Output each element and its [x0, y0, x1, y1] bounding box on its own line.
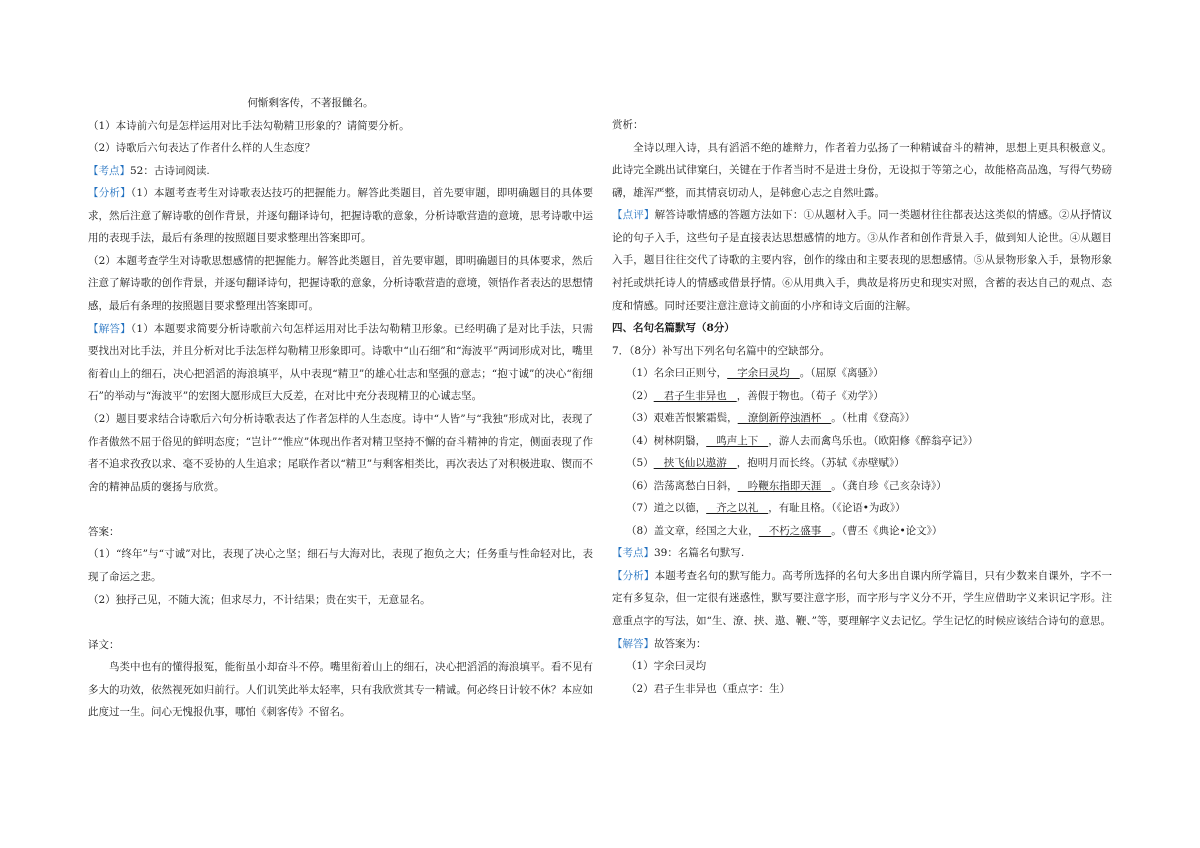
fill-item — [612, 407, 1112, 430]
fill-prefix: （7）道之以德， — [626, 502, 707, 515]
fill-suffix: ，抱明月而长终。（苏轼《赤壁赋》） — [736, 457, 905, 470]
fill-item — [612, 520, 1112, 543]
jieda-right — [612, 633, 1112, 656]
fill-answer-blank: 吟鞭东指即天涯 — [737, 479, 832, 492]
jieda-tag: 【解答】 — [88, 322, 131, 335]
fill-answer-blank: 潦倒新停浊酒杯 — [737, 412, 832, 425]
poem-last-line: 何惭剩客传，不著报雠名。 — [247, 97, 374, 109]
answer-line-2: （2）君子生非异也（重点字：生） — [626, 682, 791, 695]
fill-suffix: ，善假于物也。（荀子《劝学》） — [736, 389, 884, 402]
answer-2: （2）独抒己见，不随大流；但求尽力，不计结果；贵在实干，无意显名。 — [88, 593, 431, 606]
fill-prefix: （4）树林阴翳， — [626, 434, 707, 447]
yiwen-label: 译文： — [88, 638, 120, 651]
fill-answer-blank: 挟飞仙以遨游 — [653, 457, 737, 470]
fill-prefix: （1）名余曰正则兮， — [626, 367, 728, 380]
fenxi-tag-right: 【分析】 — [612, 569, 655, 582]
shangxi-text: 全诗以理入诗，具有滔滔不绝的雄辩力，作者着力弘扬了一种精诚奋斗的精神，思想上更具积极意义。此诗完全跳出试律窠臼，关键在于作者当时不是进士身份，无设拟于等第之心，故能格高品逸，写得气势磅礴，雄浑严整，而其情哀切动人，是韩愈心志之自然吐露。 — [612, 141, 1112, 199]
fill-item — [612, 362, 1112, 385]
kaodian-tag-right: 【考点】 — [612, 547, 654, 560]
fill-item — [612, 475, 1112, 498]
fill-answer-blank: 君子生非异也 — [653, 389, 737, 402]
jieda-paragraph-2: （2）题目要求结合诗歌后六句分析诗歌表达了作者怎样的人生态度。诗中“人皆”与“我独”形成对比，表现了作者傲然不屈于俗见的鲜明态度；“岂计”“惟应”体现出作者对精卫坚持不懈的奋斗精神的肯定，侧面表现了作者不追求孜孜以求、毫不妥协的人生追求；尾联作者以“精卫”与剩客相类比，再次表达了对积极进取、锲而不舍的精神品质的褒扬与欣赏。 — [88, 412, 593, 493]
fill-blank-list — [612, 362, 1112, 542]
question-7: 7．（8分）补写出下列名句名篇中的空缺部分。 — [612, 344, 831, 357]
fill-suffix: ，有耻且格。（《论语•为政》） — [768, 502, 906, 515]
fill-suffix: 。（屈原《离骚》） — [799, 367, 884, 380]
kaodian-text: 52：古诗词阅读. — [130, 164, 210, 177]
fill-suffix: 。（曹丕《典论•论文》） — [831, 524, 943, 537]
fenxi-text-1: （1）本题考查考生对诗歌表达技巧的把握能力。解答此类题目，首先要审题，即明确题目的具体要求，然后注意了解诗歌的创作背景，并逐句翻译诗句，把握诗歌的意象，分析诗歌营造的意境，思考诗歌中运用的表现手法，最后有条理的按照题目要求整理出答案即可。 — [88, 187, 593, 245]
kaodian — [88, 160, 593, 183]
fill-answer-blank: 不朽之盛事 — [758, 524, 832, 537]
answer-label: 答案： — [88, 525, 120, 538]
fill-answer-blank: 齐之以礼 — [706, 502, 769, 515]
fill-item — [612, 385, 1112, 408]
dianping — [612, 204, 1112, 317]
right-column — [612, 114, 1112, 700]
fill-prefix: （3）艰难苦恨繁霜鬓， — [626, 412, 738, 425]
answer-line-1: （1）字余曰灵均 — [626, 660, 707, 673]
section-title: 四、名句名篇默写（8分） — [612, 322, 735, 335]
fill-prefix: （2） — [626, 389, 654, 402]
fill-item — [612, 497, 1112, 520]
kaodian-text-right: 39：名篇名句默写. — [654, 547, 745, 560]
kaodian-right — [612, 542, 1112, 565]
fill-item — [612, 452, 1112, 475]
fill-suffix: ，游人去而禽鸟乐也。（欧阳修《醉翁亭记》） — [768, 434, 979, 447]
question-1: （1）本诗前六句是怎样运用对比手法勾勒精卫形象的？请简要分析。 — [88, 119, 410, 132]
jieda-tag-right: 【解答】 — [612, 637, 654, 650]
question-2: （2）诗歌后六句表达了作者什么样的人生态度？ — [88, 142, 316, 154]
fenxi-paragraph-2: （2）本题考查学生对诗歌思想感情的把握能力。解答此类题目，首先要审题，即明确题目的具体要求，然后注意了解诗歌的创作背景，并逐句翻译诗句，把握诗歌的意象，分析诗歌营造的意境，领悟作者表达的思想情感，最后有条理的按照题目要求整理出答案即可。 — [88, 254, 593, 312]
fenxi-right — [612, 565, 1112, 633]
fill-item — [612, 430, 1112, 453]
jieda-text-right: 故答案为： — [654, 637, 707, 650]
dianping-tag: 【点评】 — [612, 209, 655, 222]
answer-1: （1）“终年”与“寸诚”对比，表现了决心之坚；细石与大海对比，表现了抱负之大；任务重与性命轻对比，表现了命运之悲。 — [88, 548, 593, 583]
spacer — [88, 611, 593, 634]
fenxi-text-right: 本题考查名句的默写能力。高考所选择的名句大多出自课内所学篇目，只有少数来自课外，字不一定有多复杂，但一定很有迷惑性，默写要注意字形，而字形与字义分不开，学生应借助字义来识记字形。注意重点字的写法，如“生、潦、挟、遨、鞭、”等，要理解字义去记忆。学生记忆的时候应该结合诗句的意思。 — [612, 569, 1113, 627]
fill-answer-blank: 字余曰灵均 — [727, 367, 800, 380]
fill-answer-blank: 鸣声上下 — [706, 434, 769, 447]
fill-prefix: （6）浩荡离愁白日斜， — [626, 479, 738, 492]
fill-suffix: 。（龚自珍《己亥杂诗》） — [831, 479, 947, 492]
fenxi-tag: 【分析】 — [88, 187, 131, 199]
yiwen-text: 鸟类中也有的懂得报冤，能衔虽小却奋斗不停。嘴里衔着山上的细石，决心把滔滔的海浪填平。看不见有多大的功效，依然视死如归前行。人们讥笑此举太轻率，只有我欣赏其专一精诚。何必终日计较不休？本应如此度过一生。问心无愧报仇事，哪怕《刺客传》不留名。 — [88, 661, 593, 719]
dianping-text: 解答诗歌情感的答题方法如下：①从题材入手。同一类题材往往都表达这类似的情感。②从抒情议论的句子入手，这些句子是直接表达思想感情的地方。③从作者和创作背景入手，做到知人论世。④从题目入手，题目往往交代了诗歌的主要内容，创作的缘由和主要表现的思想感情。⑤从景物形象入手，景物形象衬托或烘托诗人的情感或借景抒情。⑥从用典入手，典故是将历史和现实对照，含蓄的表达自己的观点、态度和情感。同时还要注意注意诗文前面的小序和诗文后面的注解。 — [612, 209, 1113, 312]
fill-prefix: （5） — [626, 457, 654, 470]
shangxi-label: 赏析： — [612, 119, 644, 131]
fill-prefix: （8）盖文章，经国之大业， — [626, 524, 759, 537]
spacer — [88, 498, 593, 521]
fill-suffix: 。（杜甫《登高》） — [831, 412, 916, 425]
fenxi-paragraph-1 — [88, 182, 593, 250]
jieda-paragraph-1 — [88, 318, 593, 408]
kaodian-tag: 【考点】 — [88, 164, 130, 177]
jieda-text-1: （1）本题要求简要分析诗歌前六句怎样运用对比手法勾勒精卫形象。已经明确了是对比手法，只需要找出对比手法，并且分析对比手法怎样勾勒精卫形象即可。诗歌中“山石细”和“海波平”两词形成对比，嘴里衔着山上的细石，决心把滔滔的海浪填平，从中表现“精卫”的雄心壮志和坚强的意志；“抱寸诚”的决心“衔细石”的举动与“海波平”的宏图大愿形成巨大反差，在对比中充分表现精卫的心诚志坚。 — [88, 322, 593, 403]
left-column — [88, 92, 593, 724]
